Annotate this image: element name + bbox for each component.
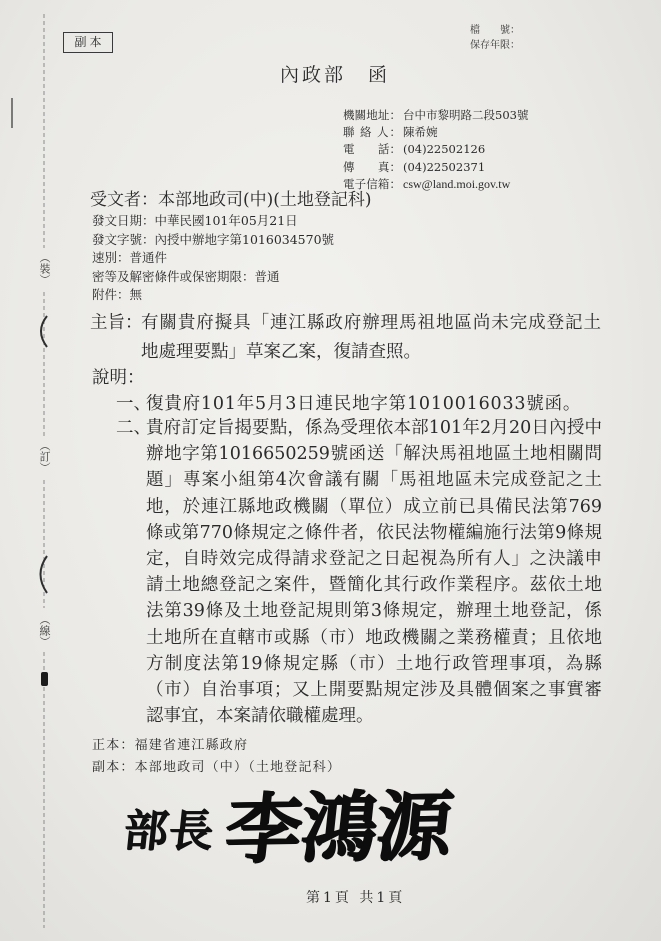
explanation-line: 題」專案小組第4次會議有關「馬祖地區未完成登記之土 — [146, 470, 602, 491]
explanation-line: 地，於連江縣地政機關（單位）成立前已具備民法第769 — [146, 496, 602, 517]
copy-recipient — [92, 757, 341, 779]
explanation-line: 貴府訂定旨揭要點，係為受理依本部101年2月20日內授中 — [146, 418, 602, 438]
classification-value: 普通 — [254, 268, 280, 284]
file-info — [440, 23, 520, 53]
document-number-label: 發文字號： — [92, 231, 155, 247]
explanation-label: 說明： — [92, 368, 145, 388]
recipient-line — [90, 189, 372, 211]
contact-person-label: 聯 絡 人： — [343, 125, 401, 140]
issue-date-label: 發文日期： — [92, 213, 155, 228]
document-number — [92, 231, 334, 250]
explanation-item-1 — [146, 391, 602, 417]
explanation-line: 條或第770條規定之條件者，依民法物權編施行法第9條規 — [146, 522, 602, 543]
page-number-footer: 第1頁 共1頁 — [306, 890, 406, 906]
agency-contact-block — [343, 107, 528, 193]
agency-address-label: 機關地址： — [343, 108, 401, 122]
issue-date — [92, 212, 334, 231]
original-recipient-value: 福建省連江縣政府 — [134, 738, 249, 753]
fax-label: 傳 真： — [343, 159, 401, 174]
fax-value: (04)22502371 — [403, 159, 486, 174]
phone-label: 電 話： — [343, 142, 401, 157]
explanation-line: 定，自時效完成得請求登記之日起視為所有人」之決議申 — [146, 549, 602, 570]
explanation-line: 土地所在直轄市或縣（市）地政機關之業務權責；且依地 — [146, 627, 602, 648]
binding-margin-lines — [0, 0, 60, 941]
subject-line: 有關貴府擬具「連江縣政府辦理馬祖地區尚未完成登記土 — [141, 313, 601, 333]
original-recipient — [92, 735, 341, 757]
urgency-value: 普通件 — [129, 250, 168, 266]
recipient-label: 受文者： — [90, 190, 158, 210]
copy-recipient-label: 副本： — [92, 760, 135, 775]
attachment-value: 無 — [129, 287, 143, 303]
explanation-line: 法第39條及土地登記規則第3條規定，辦理土地登記，係 — [146, 601, 602, 622]
phone-row — [343, 141, 528, 158]
distribution-list — [92, 735, 341, 779]
explanation-item-number: 二、 — [116, 418, 151, 438]
explanation-item-2 — [146, 415, 602, 729]
subject-line: 地處理要點」草案乙案，復請查照。 — [141, 342, 421, 362]
file-number-label: 檔 號： — [470, 25, 520, 36]
document-number-value: 內授中辦地字第1016034570號 — [154, 231, 335, 247]
contact-person-row — [343, 124, 528, 141]
staple-label: （訂） — [38, 440, 51, 473]
explanation-line: （市）自治事項；又上開要點規定涉及具體個案之事實審 — [146, 680, 602, 701]
signature-name: 李鴻源 — [221, 781, 456, 874]
classification-label: 密等及解密條件或保密期限： — [92, 268, 255, 284]
subject-text — [141, 309, 601, 367]
contact-person-value: 陳希婉 — [403, 125, 438, 140]
attachment-label: 附件： — [92, 287, 130, 303]
urgency-label: 速別： — [92, 250, 130, 266]
issue-date-value: 中華民國101年05月21日 — [154, 213, 298, 228]
attachment — [92, 286, 334, 305]
document-meta — [92, 212, 334, 305]
signature-title: 部長 — [121, 806, 217, 857]
copy-stamp: 副本 — [63, 32, 113, 53]
explanation-line: 方制度法第19條規定縣（市）土地行政管理事項，為縣 — [146, 653, 602, 674]
explanation-line: 復貴府101年5月3日連民地字第1010016033號函。 — [146, 394, 582, 414]
explanation-line: 請土地總登記之案件，暨簡化其行政作業程序。茲依土地 — [146, 575, 602, 596]
classification — [92, 268, 334, 287]
agency-address-row — [343, 107, 528, 124]
explanation-line: 認事宜，本案請依職權處理。 — [146, 706, 374, 727]
phone-value: (04)22502126 — [403, 142, 486, 157]
urgency — [92, 249, 334, 268]
explanation-item-number: 一、 — [116, 394, 151, 414]
recipient-value: 本部地政司(中)(土地登記科) — [158, 190, 372, 210]
email-label: 電子信箱： — [343, 176, 401, 191]
copy-recipient-value: 本部地政司（中）（土地登記科） — [134, 760, 342, 775]
cut-line-label: （線） — [38, 614, 51, 647]
original-recipient-label: 正本： — [92, 738, 135, 753]
email-value: csw@land.moi.gov.tw — [403, 176, 511, 191]
agency-address-value: 台中市黎明路二段503號 — [403, 108, 529, 122]
retention-period-label: 保存年限： — [470, 40, 520, 51]
explanation-line: 辦地字第1016650259號函送「解決馬祖地區土地相關問 — [146, 444, 602, 465]
subject-label: 主旨： — [90, 313, 143, 333]
binding-label: （裝） — [38, 252, 51, 285]
document-title: 內政部 函 — [280, 64, 391, 86]
fax-row — [343, 159, 528, 176]
